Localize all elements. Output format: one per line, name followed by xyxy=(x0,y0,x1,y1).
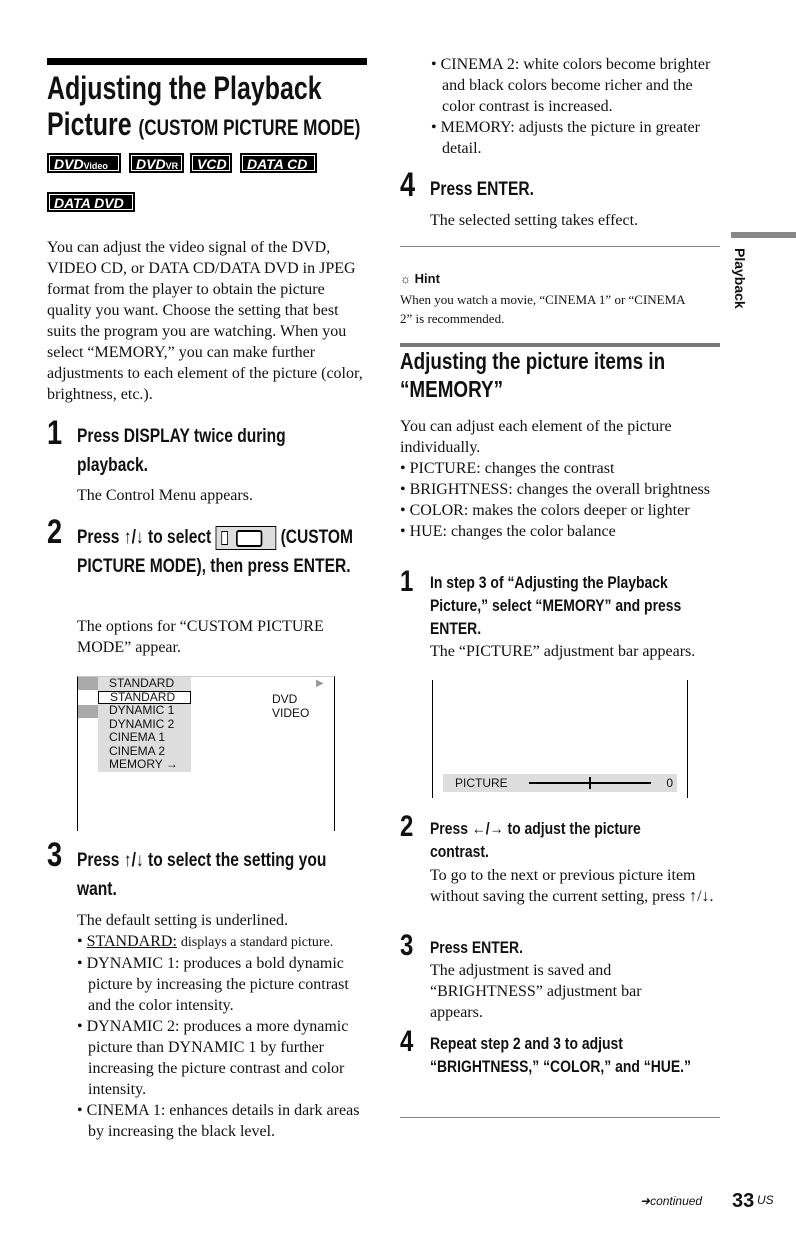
step-title: Press ENTER. xyxy=(430,938,523,957)
custom-picture-mode-icon xyxy=(216,526,277,550)
step-body: To go to the next or previous picture item without saving the current setting, press ↑/↓. xyxy=(430,867,714,905)
menu-source-label: DVD VIDEO xyxy=(272,692,310,720)
settings-list xyxy=(77,931,372,1142)
side-tab-bar xyxy=(731,232,796,238)
badge-dvd-vr: DVDVR xyxy=(129,153,184,173)
list-item: • MEMORY: adjusts the picture in greater detail. xyxy=(431,117,726,159)
bar-value: 0 xyxy=(666,776,673,790)
hint-label: ☼ Hint xyxy=(400,271,440,286)
divider xyxy=(400,246,720,247)
step-body: The Control Menu appears. xyxy=(77,487,253,504)
list-item: • COLOR: makes the colors deeper or lighter xyxy=(400,500,725,521)
list-item: • HUE: changes the color balance xyxy=(400,521,725,542)
badge-dvd-video: DVDVideo xyxy=(47,153,121,173)
menu-item[interactable]: DYNAMIC 1 xyxy=(109,703,175,717)
badge-data-cd: DATA CD xyxy=(240,153,317,173)
step-body: The default setting is underlined. xyxy=(77,912,289,929)
step-title: Repeat step 2 and 3 to adjust “BRIGHTNESS,” “COLOR,” and “HUE.” xyxy=(430,1034,692,1076)
menu-list xyxy=(98,677,191,772)
step-title: Press DISPLAY twice during playback. xyxy=(77,426,286,476)
step-number: 2 xyxy=(400,810,414,843)
picture-items-list xyxy=(400,458,725,542)
section-intro: You can adjust each element of the picture individually. xyxy=(400,418,672,456)
divider xyxy=(400,1117,720,1118)
list-item: • STANDARD: displays a standard picture. xyxy=(77,931,372,953)
settings-list-continued xyxy=(431,54,726,159)
menu-item[interactable]: STANDARD xyxy=(98,691,191,705)
menu-header: STANDARD xyxy=(109,676,175,690)
badge-data-dvd: DATA DVD xyxy=(47,192,135,212)
lightbulb-icon: ☼ xyxy=(400,272,411,286)
list-item: • BRIGHTNESS: changes the overall brightness xyxy=(400,479,725,500)
hint-text: When you watch a movie, “CINEMA 1” or “CINEMA 2” is recommended. xyxy=(400,292,685,326)
page-title: Adjusting the Playback Picture (CUSTOM PICTURE MODE) xyxy=(47,70,361,142)
page-number: 33 xyxy=(732,1190,755,1212)
step-title: Press ↑/↓ to select (CUSTOM PICTURE MODE), then press ENTER. xyxy=(77,527,353,577)
heading-rule xyxy=(47,58,367,65)
step-number: 3 xyxy=(400,929,414,962)
step-body: The options for “CUSTOM PICTURE MODE” appear. xyxy=(77,618,324,656)
menu-item[interactable]: MEMORY → xyxy=(109,757,178,771)
menu-icon-column xyxy=(78,677,98,719)
step-title: Press ←/→ to adjust the picture contrast. xyxy=(430,819,641,861)
step-number: 4 xyxy=(400,166,416,204)
list-item: • PICTURE: changes the contrast xyxy=(400,458,725,479)
menu-item[interactable]: CINEMA 2 xyxy=(109,743,166,758)
badge-vcd: VCD xyxy=(190,153,232,173)
list-item: • CINEMA 2: white colors become brighter and black colors become richer and the color contrast is increased. xyxy=(431,54,726,117)
step-number: 4 xyxy=(400,1025,414,1058)
list-item: • DYNAMIC 1: produces a bold dynamic picture by increasing the picture contrast and the color intensity. xyxy=(77,953,372,1016)
page-suffix: US xyxy=(757,1193,774,1207)
side-section-label: Playback xyxy=(732,248,748,309)
step-number: 1 xyxy=(47,414,63,452)
section-title: Adjusting the picture items in “MEMORY” xyxy=(400,348,666,402)
step-title: Press ENTER. xyxy=(430,179,534,200)
picture-adjustment-bar[interactable] xyxy=(443,774,677,792)
arrow-right-icon: ➜ xyxy=(640,1194,651,1208)
step-body: The adjustment is saved and “BRIGHTNESS” adjustment bar appears. xyxy=(430,962,642,1021)
step-title: Press ↑/↓ to select the setting you want. xyxy=(77,850,327,900)
picture-adjustment-screen xyxy=(432,680,688,798)
list-item: • DYNAMIC 2: produces a more dynamic picture than DYNAMIC 1 by further increasing the picture contrast and color intensity. xyxy=(77,1016,372,1100)
play-arrow-icon: ▶ xyxy=(316,678,324,689)
menu-item[interactable]: CINEMA 1 xyxy=(109,730,166,744)
continued-label: ➜continued xyxy=(640,1194,703,1208)
step-body: The “PICTURE” adjustment bar appears. xyxy=(430,643,696,660)
slider-knob[interactable] xyxy=(589,777,591,789)
menu-item[interactable]: DYNAMIC 2 xyxy=(109,716,175,731)
step-number: 1 xyxy=(400,565,414,598)
custom-picture-mode-menu xyxy=(77,676,335,831)
step-body: The selected setting takes effect. xyxy=(430,212,639,229)
step-number: 3 xyxy=(47,836,63,874)
step-number: 2 xyxy=(47,513,63,551)
list-item: • CINEMA 1: enhances details in dark areas by increasing the black level. xyxy=(77,1100,372,1142)
bar-label: PICTURE xyxy=(455,776,508,790)
intro-paragraph: You can adjust the video signal of the DVD, VIDEO CD, or DATA CD/DATA DVD in JPEG format from the player to obtain the picture quality you want. Choose the setting that best suits the program you are watching. When you select “MEMORY,” you can make further adjustments to each element of the picture (color, brightness, etc.). xyxy=(47,239,363,403)
step-title: In step 3 of “Adjusting the Playback Picture,” select “MEMORY” and press ENTER. xyxy=(430,573,682,638)
